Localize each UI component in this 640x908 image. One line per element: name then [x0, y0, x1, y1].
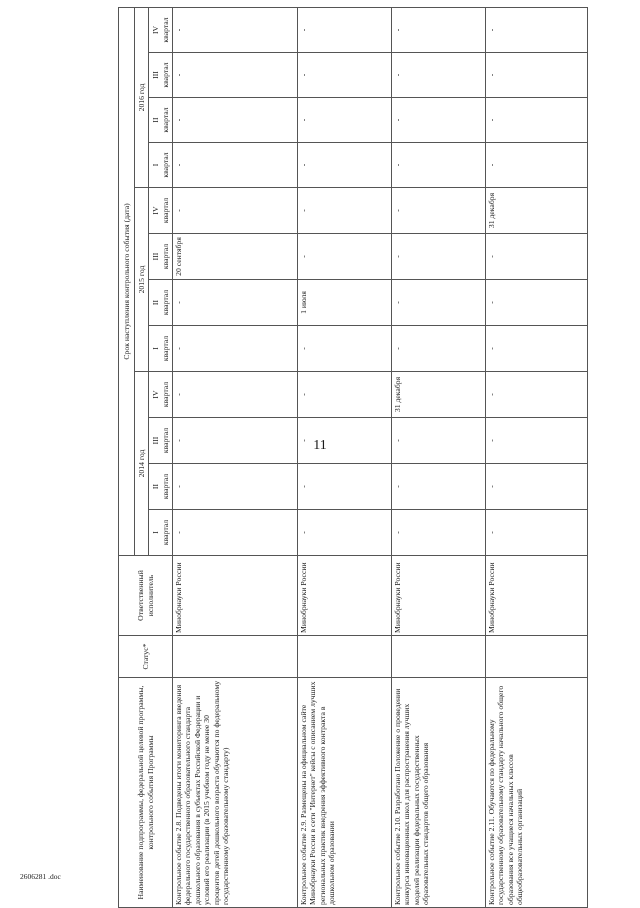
- quarter-cell: -: [392, 510, 486, 556]
- event-executor: Минобрнауки России: [298, 556, 392, 636]
- quarter-cell: -: [486, 510, 588, 556]
- quarter-cell: 31 декабря: [392, 372, 486, 418]
- quarter-cell: -: [298, 326, 392, 372]
- event-name: Контрольное событие 2.10. Разработано Положение о проведении конкурса инновационных школ для распространения лучших моделей реализации федеральных государственных образовательных стандартов общего образования: [392, 678, 486, 908]
- event-name: Контрольное событие 2.11. Обучаются по федеральному государственному образовательному стандарту начального общего образования все учащиеся начальных классов общеобразовательных организаций: [486, 678, 588, 908]
- quarter-cell: -: [173, 326, 298, 372]
- quarter-cell: -: [173, 372, 298, 418]
- quarter-cell: -: [173, 143, 298, 188]
- header-year-2015: 2015 год: [135, 188, 149, 372]
- quarter-cell: -: [173, 188, 298, 234]
- quarter-cell: -: [392, 280, 486, 326]
- quarter-cell: -: [173, 510, 298, 556]
- event-name: Контрольное событие 2.9. Размещены на официальном сайте Минобрнауки России в сети "Интернет" кейсы с описанием лучших региональных практик внедрения эффективного контракта в дошкольном образовании: [298, 678, 392, 908]
- table-row: [298, 7, 392, 907]
- quarter-cell: -: [392, 234, 486, 280]
- quarter-cell: -: [392, 98, 486, 143]
- header-executor: Ответственный исполнитель: [119, 556, 173, 636]
- quarter-cell: 20 сентября: [173, 234, 298, 280]
- header-quarter: I квартал: [149, 143, 173, 188]
- quarter-cell: -: [298, 7, 392, 52]
- quarter-cell: -: [298, 464, 392, 510]
- quarter-cell: -: [298, 510, 392, 556]
- event-name: Контрольное событие 2.8. Подведены итоги мониторинга введения федерального государственного образовательного стандарта дошкольного образования в субъектах Российской Федерации и условий его реализации (в 2015 учебном году не менее 30 процентов детей дошкольного возраста обучаются по федеральному государственному образовательному стандарту): [173, 678, 298, 908]
- header-name: Наименование подпрограммы, федеральной целевой программы, контрольного события Программы: [119, 678, 173, 908]
- header-quarter: III квартал: [149, 234, 173, 280]
- header-quarter: IV квартал: [149, 7, 173, 52]
- header-quarter: IV квартал: [149, 188, 173, 234]
- quarter-cell: -: [298, 372, 392, 418]
- quarter-cell: -: [486, 7, 588, 52]
- quarter-cell: -: [298, 188, 392, 234]
- header-year-2016: 2016 год: [135, 7, 149, 187]
- quarter-cell: -: [298, 53, 392, 98]
- quarter-cell: -: [173, 464, 298, 510]
- table-row: [392, 7, 486, 907]
- header-deadline: Срок наступления контрольного события (дата): [119, 7, 135, 555]
- quarter-cell: -: [392, 464, 486, 510]
- event-status: [173, 636, 298, 678]
- quarter-cell: -: [173, 98, 298, 143]
- quarter-cell: 1 июля: [298, 280, 392, 326]
- header-quarter: II квартал: [149, 464, 173, 510]
- header-quarter: I квартал: [149, 326, 173, 372]
- event-executor: Минобрнауки России: [173, 556, 298, 636]
- quarter-cell: -: [486, 234, 588, 280]
- header-quarter: I квартал: [149, 510, 173, 556]
- quarter-cell: -: [173, 280, 298, 326]
- header-quarter: II квартал: [149, 98, 173, 143]
- quarter-cell: -: [392, 418, 486, 464]
- header-quarter: II квартал: [149, 280, 173, 326]
- quarter-cell: -: [486, 326, 588, 372]
- header-quarter: III квартал: [149, 418, 173, 464]
- header-quarter: IV квартал: [149, 372, 173, 418]
- quarter-cell: -: [486, 464, 588, 510]
- quarter-cell: 31 декабря: [486, 188, 588, 234]
- quarter-cell: -: [392, 7, 486, 52]
- quarter-cell: -: [486, 372, 588, 418]
- header-quarter: III квартал: [149, 53, 173, 98]
- page-number: 11: [313, 438, 327, 453]
- quarter-cell: -: [486, 280, 588, 326]
- control-events-table: [118, 7, 588, 908]
- quarter-cell: -: [486, 98, 588, 143]
- event-status: [392, 636, 486, 678]
- table-row: [486, 7, 588, 907]
- quarter-cell: -: [392, 188, 486, 234]
- quarter-cell: -: [486, 143, 588, 188]
- quarter-cell: -: [392, 53, 486, 98]
- quarter-cell: -: [298, 418, 392, 464]
- quarter-cell: -: [392, 143, 486, 188]
- quarter-cell: -: [392, 326, 486, 372]
- quarter-cell: -: [486, 418, 588, 464]
- header-status: Статус*: [119, 636, 173, 678]
- quarter-cell: -: [298, 98, 392, 143]
- table-row: [173, 7, 298, 907]
- event-status: [298, 636, 392, 678]
- event-executor: Минобрнауки России: [486, 556, 588, 636]
- quarter-cell: -: [173, 53, 298, 98]
- event-executor: Минобрнауки России: [392, 556, 486, 636]
- rotated-table-container: [118, 8, 628, 908]
- event-status: [486, 636, 588, 678]
- quarter-cell: -: [298, 234, 392, 280]
- header-year-2014: 2014 год: [135, 372, 149, 556]
- document-footer: 2606281 .doc: [20, 872, 61, 881]
- quarter-cell: -: [486, 53, 588, 98]
- quarter-cell: -: [173, 7, 298, 52]
- quarter-cell: -: [298, 143, 392, 188]
- quarter-cell: -: [173, 418, 298, 464]
